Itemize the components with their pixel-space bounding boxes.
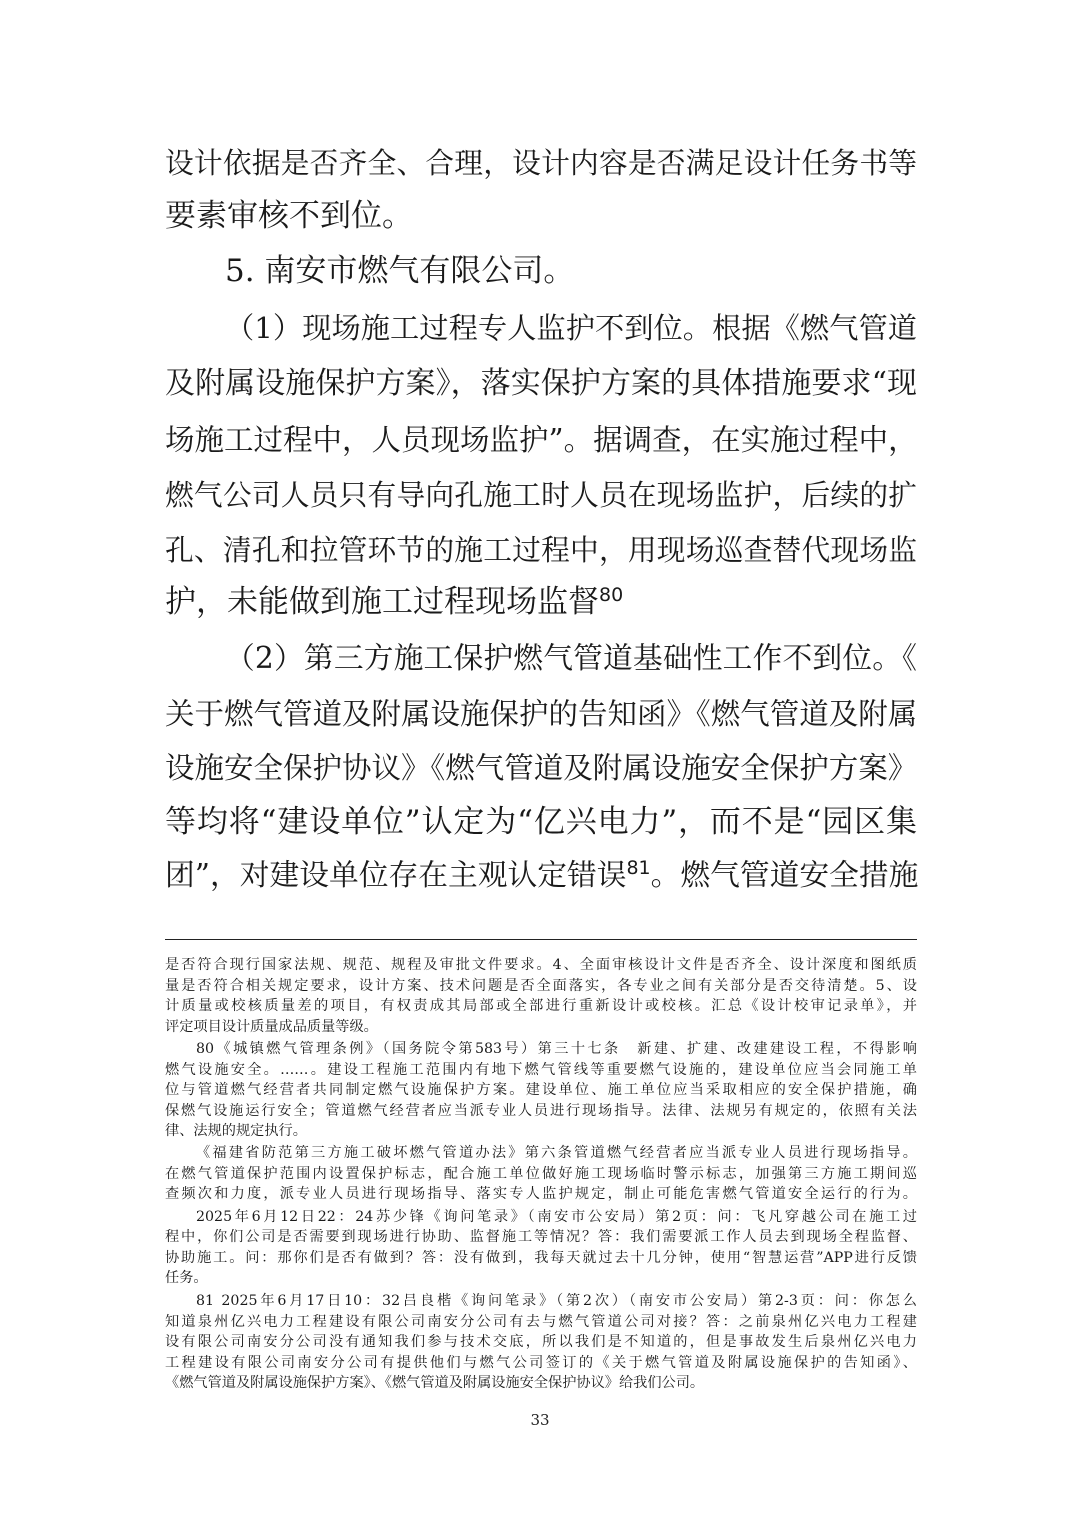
footnote-line: 2025年6月12日22：24苏少锋《询问笔录》（南安市公安局）第2页：问：飞凡穿越公司在施工过 — [196, 1209, 917, 1225]
footnote-line: 保燃气设施运行安全；管道燃气经营者应当派专业人员进行现场指导。法律、法规另有规定的，依照有关法 — [165, 1103, 917, 1119]
body-line: 场施工过程中，人员现场监护”。据调查，在实施过程中， — [165, 423, 918, 457]
body-line: （2）第三方施工保护燃气管道基础性工作不到位。《 — [225, 641, 917, 676]
body-line: 等均将“建设单位”认定为“亿兴电力”，而不是“园区集 — [165, 804, 917, 840]
body-line: （1）现场施工过程专人监护不到位。根据《燃气管道 — [225, 311, 917, 345]
footnote-line: 量是否符合相关规定要求，设计方案、技术问题是否全面落实，各专业之间有关部分是否交待清楚。5、设 — [165, 978, 917, 994]
page-number: 33 — [530, 1411, 550, 1429]
body-line: 关于燃气管道及附属设施保护的告知函》《燃气管道及附属 — [165, 697, 918, 731]
footnote-line: 燃气设施安全。……。建设工程施工范围内有地下燃气管线等重要燃气设施的，建设单位应当会同施工单 — [165, 1062, 917, 1078]
footnote-line: 位与管道燃气经营者共同制定燃气设施保护方案。建设单位、施工单位应当采取相应的安全保护措施，确 — [165, 1082, 917, 1098]
footnote-line: 评定项目设计质量成品质量等级。 — [165, 1019, 378, 1035]
footnote-line: 工程建设有限公司南安分公司有提供他们与燃气公司签订的《关于燃气管道及附属设施保护的告知函》、 — [165, 1355, 917, 1371]
footnote-81: 81 2025年6月17日10：32吕良楷《询问笔录》（第2次）（南安市公安局）第2-3页：问：你怎么 — [196, 1293, 917, 1309]
section-heading: 5. 南安市燃气有限公司。 — [225, 253, 575, 289]
footnote-line: 在燃气管道保护范围内设置保护标志，配合施工单位做好施工现场临时警示标志，加强第三方施工期间巡 — [165, 1166, 917, 1182]
footnote-line: 计质量或校核质量差的项目，有权责成其局部或全部进行重新设计或校核。汇总《设计校审记录单》，并 — [165, 998, 917, 1014]
body-line — [165, 582, 917, 622]
footnote-line: 《福建省防范第三方施工破坏燃气管道办法》第六条管道燃气经营者应当派专业人员进行现场指导。 — [196, 1145, 917, 1161]
footnote-line: 设有限公司南安分公司没有通知我们参与技术交底，所以我们是不知道的，但是事故发生后泉州亿兴电力 — [165, 1334, 917, 1350]
body-line: 燃气公司人员只有导向孔施工时人员在现场监护，后续的扩 — [165, 478, 917, 512]
body-text: 团”，对建设单位存在主观认定错误 — [165, 858, 627, 893]
body-line — [165, 856, 917, 896]
body-line: 设施安全保护协议》《燃气管道及附属设施安全保护方案》 — [165, 751, 918, 785]
body-line: 及附属设施保护方案》，落实保护方案的具体措施要求“现 — [165, 366, 917, 401]
footnote-line: 任务。 — [165, 1270, 208, 1286]
footnote-ref-80: 80 — [599, 584, 624, 606]
footnote-line: 程中，你们公司是否需要到现场进行协助、监督施工等情况？答：我们需要派工作人员去到现场全程监督、 — [165, 1229, 917, 1245]
body-text: 护，未能做到施工过程现场监督 — [165, 584, 599, 620]
footnote-separator — [165, 939, 917, 940]
body-line: 孔、清孔和拉管环节的施工过程中，用现场巡查替代现场监 — [165, 533, 917, 567]
body-line: 设计依据是否齐全、合理，设计内容是否满足设计任务书等 — [165, 146, 917, 180]
body-line: 要素审核不到位。 — [165, 198, 413, 234]
footnote-80: 80《城镇燃气管理条例》（国务院令第583号）第三十七条 新建、扩建、改建建设工程，不得影响 — [196, 1041, 917, 1057]
footnote-line: 是否符合现行国家法规、规范、规程及审批文件要求。4、全面审核设计文件是否齐全、设计深度和图纸质 — [165, 957, 917, 973]
footnote-line: 《燃气管道及附属设施保护方案》、《燃气管道及附属设施安全保护协议》给我们公司。 — [165, 1375, 705, 1391]
body-text: 。燃气管道安全措施 — [650, 858, 919, 893]
footnote-line: 协助施工。问：那你们是否有做到？答：没有做到，我每天就过去十几分钟，使用“智慧运营”APP进行反馈 — [165, 1250, 917, 1266]
footnote-ref-81: 81 — [626, 857, 651, 879]
footnote-line: 查频次和力度，派专业人员进行现场指导、落实专人监护规定，制止可能危害燃气管道安全运行的行为。 — [165, 1186, 917, 1202]
footnote-line: 知道泉州亿兴电力工程建设有限公司南安分公司有去与燃气管道公司对接？答：之前泉州亿兴电力工程建 — [165, 1314, 917, 1330]
footnote-line: 律、法规的规定执行。 — [165, 1123, 307, 1139]
